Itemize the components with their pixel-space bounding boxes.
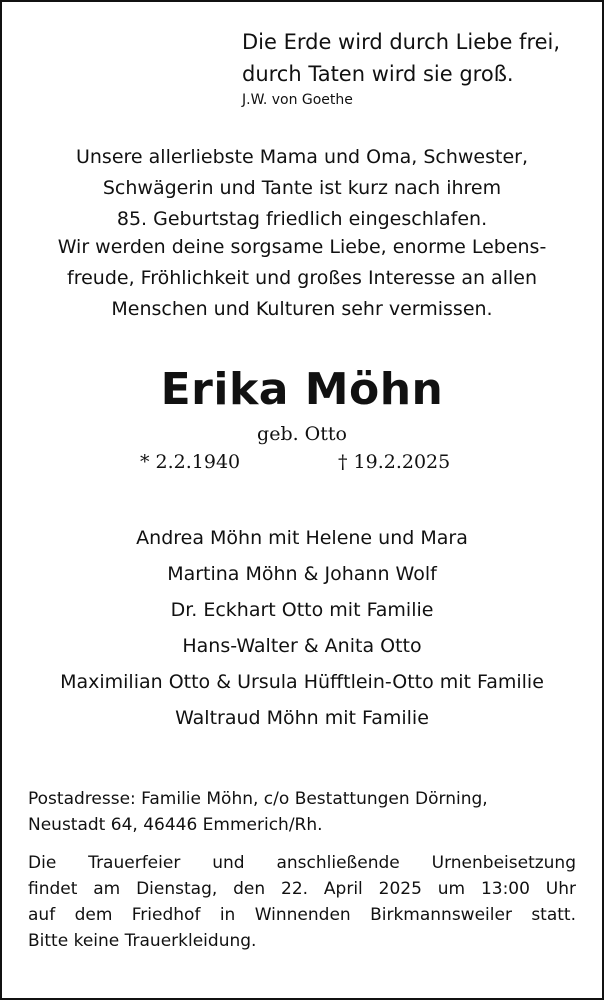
mourner-line: Dr. Eckhart Otto mit Familie: [170, 599, 434, 621]
funeral-line: findet am Dienstag, den 22. April 2025 um 13:00 Uhr: [28, 879, 576, 899]
tribute-line: Wir werden deine sorgsame Liebe, enorme Lebens-: [57, 236, 547, 258]
quote-line: durch Taten wird sie groß.: [242, 62, 514, 86]
funeral-line: Die Trauerfeier und anschließende Urnenbeisetzung: [28, 853, 576, 873]
death-date: † 19.2.2025: [338, 451, 451, 473]
postal-line: Postadresse: Familie Möhn, c/o Bestattungen Dörning,: [28, 789, 488, 809]
goethe-quote: [242, 26, 602, 110]
mourner-line: Waltraud Möhn mit Familie: [175, 707, 429, 729]
funeral-info: [28, 850, 576, 954]
intro-line: Unsere allerliebste Mama und Oma, Schwester,: [75, 146, 528, 168]
mourner-line: Andrea Möhn mit Helene und Mara: [136, 527, 468, 549]
mourners-list: [0, 520, 604, 736]
intro-line: Schwägerin und Tante ist kurz nach ihrem: [102, 177, 502, 199]
intro-paragraph: [20, 142, 584, 235]
tribute-line: freude, Fröhlichkeit und großes Interesse an allen: [67, 267, 537, 289]
mourner-line: Maximilian Otto & Ursula Hüfftlein-Otto mit Familie: [60, 671, 544, 693]
postal-line: Neustadt 64, 46446 Emmerich/Rh.: [28, 815, 323, 835]
tribute-line: Menschen und Kulturen sehr vermissen.: [111, 298, 493, 320]
tribute-paragraph: [20, 232, 584, 325]
quote-author: J.W. von Goethe: [242, 92, 353, 108]
mourner-line: Hans-Walter & Anita Otto: [182, 635, 422, 657]
intro-line: 85. Geburtstag friedlich eingeschlafen.: [116, 208, 488, 230]
deceased-name: Erika Möhn: [160, 364, 444, 415]
postal-address: [28, 786, 578, 838]
funeral-line: auf dem Friedhof in Winnenden Birkmannsweiler statt.: [28, 905, 576, 925]
maiden-name: geb. Otto: [257, 423, 347, 445]
quote-line: Die Erde wird durch Liebe frei,: [242, 30, 561, 54]
birth-date: * 2.2.1940: [140, 451, 241, 473]
funeral-line: Bitte keine Trauerkleidung.: [28, 931, 257, 951]
mourner-line: Martina Möhn & Johann Wolf: [167, 563, 437, 585]
